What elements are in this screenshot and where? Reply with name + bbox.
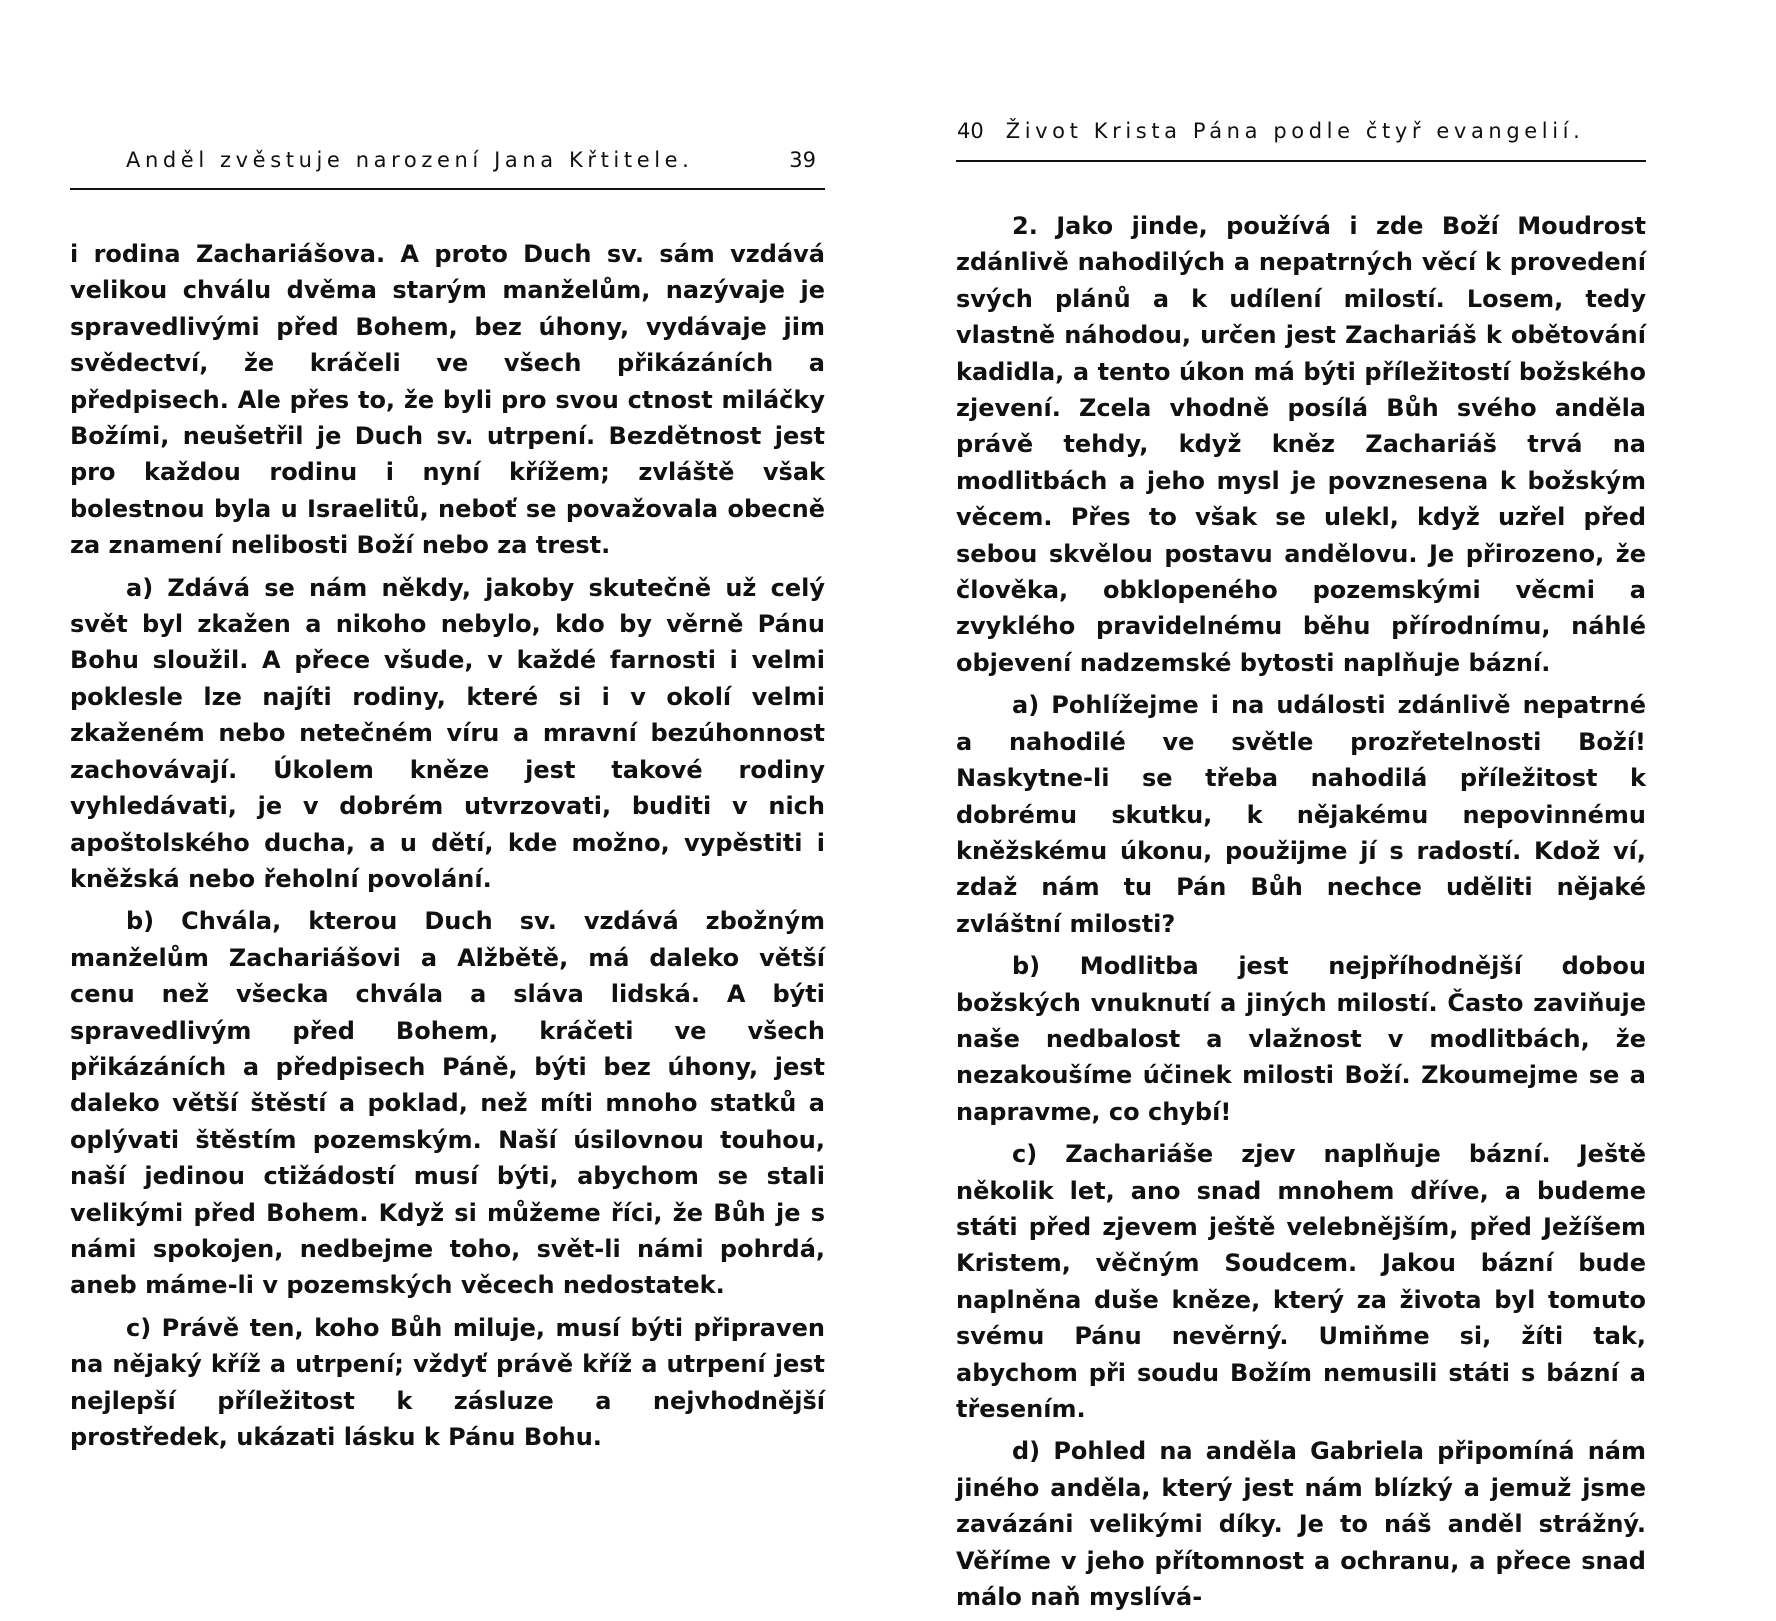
paragraph: b) Modlitba jest nejpříhodnější dobou božských vnuknutí a jiných milostí. Často zaviňuje naše nedbalost a vlažnost v modlitbách, že nezakoušíme účinek milosti Boží. Zkoumejme se a napravme, co chybí! [956, 952, 1646, 1126]
running-header-title: Anděl zvěstuje narození Jana Křtitele. [126, 148, 694, 172]
header-rule [956, 160, 1646, 162]
page-number: 40 [957, 119, 984, 143]
paragraph: c) Právě ten, koho Bůh miluje, musí býti připraven na nějaký kříž a utrpení; vždyť právě kříž a utrpení jest nejlepší příležitost k zásluze a nejvhodnější prostředek, ukázati lásku k Pánu Bohu. [70, 1313, 825, 1451]
body-text [956, 208, 1646, 1621]
paragraph: d) Pohled na anděla Gabriela připomíná nám jiného anděla, který jest nám blízký a jemuž jsme zavázáni velikými díky. Je to náš anděl strážný. Věříme v jeho přítomnost a ochranu, a přece snad málo naň myslívá- [956, 1437, 1646, 1612]
body-text [70, 236, 825, 1461]
paragraph: 2. Jako jinde, používá i zde Boží Moudrost zdánlivě nahodilých a nepatrných věcí k provedení svých plánů a k udílení milostí. Losem, tedy vlastně náhodou, určen jest Zachariáš k obětování kadidla, a tento úkon má býti příležitostí božského zjevení. Zcela vhodně posílá Bůh svého anděla právě tehdy, když kněz Zachariáš trvá na modlitbách a jeho mysl je povznesena k božským věcem. Přes to však se ulekl, když uzřel před sebou skvělou postavu andělovu. Je přirozeno, že člověka, obklopeného pozemskými věcmi a zvyklého pravidelnému běhu přírodnímu, náhlé objevení nadzemské bytosti naplňuje bázní. [956, 212, 1646, 677]
running-header-title: Život Krista Pána podle čtyř evangelií. [1005, 119, 1585, 143]
page-number: 39 [789, 148, 816, 172]
paragraph: a) Zdává se nám někdy, jakoby skutečně už celý svět byl zkažen a nikoho nebylo, kdo by věrně Pánu Bohu sloužil. A přece všude, v každé farnosti i velmi poklesle lze najíti rodiny, které si i v okolí velmi zkaženém nebo netečném víru a mravní bezúhonnost zachovávají. Úkolem kněze jest takové rodiny vyhledávati, je v dobrém utvrzovati, buditi v nich apoštolského ducha, a u dětí, kde možno, vypěstiti i kněžská nebo řeholní povolání. [70, 573, 825, 893]
running-header [957, 119, 1587, 143]
paragraph: i rodina Zachariášova. A proto Duch sv. sám vzdává velikou chválu dvěma starým manželům, nazývaje je spravedlivými před Bohem, bez úhony, vydávaje jim svědectví, že kráčeli ve všech přikázáních a předpisech. Ale přes to, že byli pro svou ctnost miláčky Božími, neušetřil je Duch sv. utrpení. Bezdětnost jest pro každou rodinu i nyní křížem; zvláště však bolestnou byla u Israelitů, neboť se považovala obecně za znamení nelibosti Boží nebo za trest. [70, 240, 825, 560]
right-page [888, 0, 1776, 1612]
paragraph: b) Chvála, kterou Duch sv. vzdává zbožným manželům Zachariášovi a Alžbětě, má daleko větší cenu než všecka chvála a sláva lidská. A býti spravedlivým před Bohem, kráčeti ve všech přikázáních a předpisech Páně, býti bez úhony, jest daleko větší štěstí a poklad, než míti mnoho statků a oplývati štěstím pozemským. Naší úsilovnou touhou, naší jedinou ctižádostí musí býti, abychom se stali velikými před Bohem. Když si můžeme říci, že Bůh je s námi spokojen, nedbejme toho, svět-li námi pohrdá, aneb máme-li v pozemských věcech nedostatek. [70, 907, 825, 1300]
header-rule [70, 188, 825, 190]
running-header [126, 148, 816, 172]
left-page [0, 0, 888, 1500]
paragraph: c) Zachariáše zjev naplňuje bázní. Ještě několik let, ano snad mnohem dříve, a budeme státi před zjevem ještě velebnějším, před Ježíšem Kristem, věčným Soudcem. Jakou bázní bude naplněna duše kněze, který za života byl tomuto svému Pánu nevěrný. Umiňme si, žíti tak, abychom při soudu Božím nemusili státi s bázní a třesením. [956, 1140, 1646, 1423]
paragraph: a) Pohlížejme i na události zdánlivě nepatrné a nahodilé ve světle prozřetelnosti Boží! Naskytne-li se třeba nahodilá příležitost k dobrému skutku, k nějakému nepovinnému kněžskému úkonu, použijme jí s radostí. Kdož ví, zdaž nám tu Pán Bůh nechce uděliti nějaké zvláštní milosti? [956, 691, 1646, 938]
